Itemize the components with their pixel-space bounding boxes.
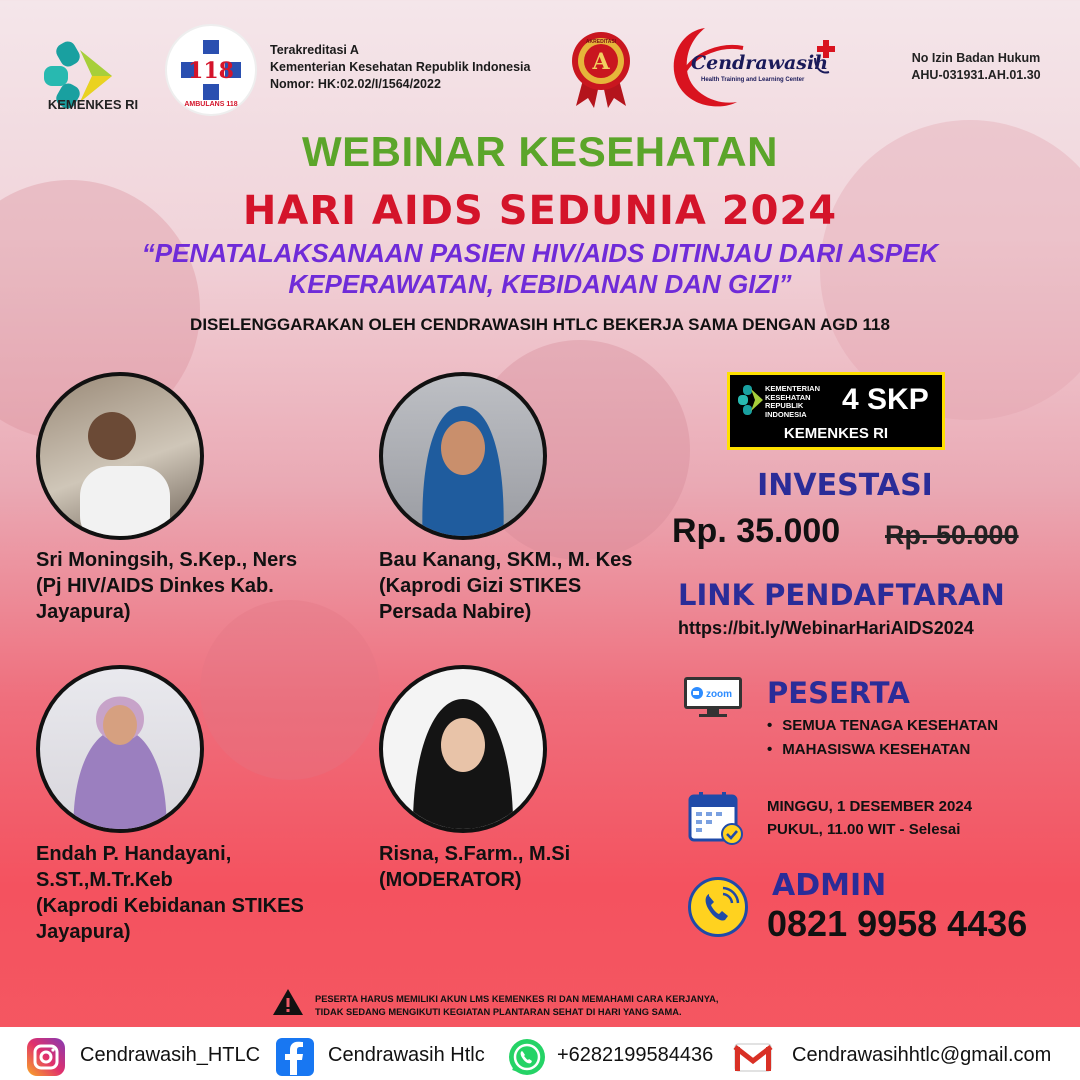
accreditation-line: Kementerian Kesehatan Republik Indonesia [270,60,531,74]
notice-text [315,993,718,1019]
speaker-photo [379,665,547,833]
brand-tagline: Health Training and Learning Center [701,77,805,83]
skp-ministry-text [765,385,820,419]
schedule-info [767,795,972,841]
seal-ring-text: AKREDITASI [585,39,617,45]
skp-org: KEMENKES RI [783,425,889,442]
event-title: HARI AIDS SEDUNIA 2024 [242,188,838,234]
organizer-text: DISELENGGARAKAN OLEH CENDRAWASIH HTLC BEKERJA SAMA DENGAN AGD 118 [190,315,890,334]
webinar-title: WEBINAR KESEHATAN [302,128,778,175]
speaker-info [36,841,304,945]
gmail-icon[interactable] [733,1037,773,1077]
speaker-photo [36,372,204,540]
theme-text [0,238,1080,300]
speaker-info [379,841,570,893]
warning-icon [272,987,304,1017]
speaker-name: Bau Kanang, SKM., M. Kes [379,549,633,571]
skp-ministry-line: KEMENTERIAN [765,384,821,393]
speaker-role: (MODERATOR) [379,869,522,891]
notice-line: TIDAK SEDANG MENGIKUTI KEGIATAN PLANTARAN SEHAT DI HARI YANG SAMA. [315,1007,682,1017]
ambulans-118-logo [165,24,257,116]
email-address[interactable]: Cendrawasihhtlc@gmail.com [792,1044,1052,1066]
zoom-label: zoom [705,689,733,700]
speaker-name: Risna, S.Farm., M.Si [379,843,571,865]
speaker-name: Sri Moningsih, S.Kep., Ners [36,549,298,571]
calendar-icon [688,790,744,846]
ambulans-number: 118 [188,58,234,84]
participant-item: • SEMUA TENAGA KESEHATAN [767,714,998,738]
theme-line: KEPERAWATAN, KEBIDANAN DAN GIZI” [288,269,792,299]
notice-line: PESERTA HARUS MEMILIKI AKUN LMS KEMENKES RI DAN MEMAHAMI CARA KERJANYA, [315,994,719,1004]
permit-line: No Izin Badan Hukum [911,51,1041,65]
participant-item: • MAHASISWA KESEHATAN [767,738,998,762]
cendrawasih-logo [665,22,845,114]
accreditation-line: Terakreditasi A [270,43,359,57]
facebook-handle[interactable]: Cendrawasih Htlc [328,1044,485,1066]
registration-label: LINK PENDAFTARAN [678,578,1005,612]
participants-list [767,714,998,762]
speaker-info [36,547,297,625]
background-cell [200,600,380,780]
accreditation-seal-icon [568,30,634,108]
price-current: Rp. 35.000 [672,512,841,550]
phone-icon [688,877,748,937]
accreditation-info [270,42,531,93]
brand-name: Cendrawasih [691,52,829,74]
speaker-role: Persada Nabire) [379,601,532,623]
participants-label: PESERTA [767,676,910,710]
skp-value: 4 SKP [842,383,929,416]
speaker-photo [379,372,547,540]
speaker-info [379,547,632,625]
zoom-icon [683,676,743,718]
theme-line: “PENATALAKSANAAN PASIEN HIV/AIDS DITINJAU DARI ASPEK [141,238,939,268]
event-date: MINGGU, 1 DESEMBER 2024 [767,798,973,815]
speaker-role: Jayapura) [36,601,131,623]
seal-letter: A [592,49,610,75]
accreditation-line: Nomor: HK:02.02/I/1564/2022 [270,77,441,91]
event-time: PUKUL, 11.00 WIT - Selesai [767,821,961,838]
speaker-role: (Kaprodi Gizi STIKES [379,575,582,597]
speaker-name: Endah P. Handayani, [36,843,232,865]
speaker-role: (Pj HIV/AIDS Dinkes Kab. [36,575,274,597]
legal-permit [895,50,1057,84]
skp-badge [727,372,945,450]
speaker-photo [36,665,204,833]
ambulans-label: AMBULANS 118 [184,101,238,108]
skp-ministry-line: REPUBLIK [765,401,804,410]
registration-link[interactable]: https://bit.ly/WebinarHariAIDS2024 [678,618,974,638]
skp-ministry-line: INDONESIA [765,409,807,419]
investment-label: INVESTASI [757,468,933,503]
kemenkes-label: KEMENKES RI [47,97,139,112]
kemenkes-logo [735,383,765,417]
facebook-icon[interactable] [275,1037,315,1077]
speaker-name: S.ST.,M.Tr.Keb [36,869,173,891]
whatsapp-number[interactable]: +6282199584436 [557,1044,714,1066]
speaker-role: (Kaprodi Kebidanan STIKES [36,895,304,917]
price-old: Rp. 50.000 [885,520,1019,550]
admin-phone[interactable]: 0821 9958 4436 [767,903,1028,944]
instagram-handle[interactable]: Cendrawasih_HTLC [80,1044,261,1066]
admin-label: ADMIN [772,868,887,903]
whatsapp-icon[interactable] [507,1037,547,1077]
skp-ministry-line: KESEHATAN [765,392,811,402]
instagram-icon[interactable] [26,1037,66,1077]
speaker-role: Jayapura) [36,921,131,943]
permit-line: AHU-031931.AH.01.30 [911,68,1041,82]
footer-contacts [0,1027,1080,1080]
